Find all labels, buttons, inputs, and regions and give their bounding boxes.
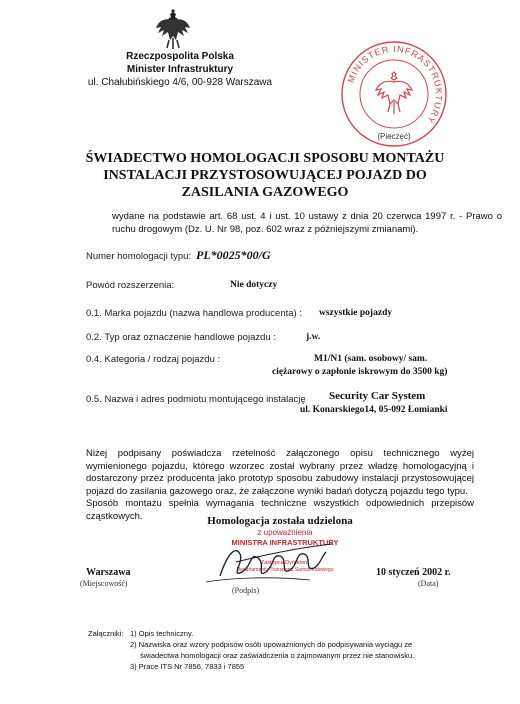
stamp-line-4: Departamentu Transportu Samochodowego <box>236 567 334 573</box>
seal-text: MINISTER INFRASTRUKTURY <box>345 43 445 126</box>
title-line-1: ŚWIADECTWO HOMOLOGACJI SPOSOBU MONTAŻU <box>85 151 445 166</box>
attachment-2-line-1: 2) Nazwiska oraz wzory podpisów osób upoważnionych do podpisywania wyciągu ze <box>130 640 413 649</box>
stamp-line-1: z upoważnienia <box>257 528 313 537</box>
vehicle-make-value: wszystkie pojazdy <box>319 308 393 318</box>
declaration-text: Niżej podpisany poświadcza rzetelność załączonego opisu technicznego wyżej wymienionego pojazdu, którego wzorzec został wybrany przez władzę homologacyjną i dostarczony przez producenta jako prototyp sposobu zabudowy instalacji przystosowującej pojazd do zasilania gazowego oraz, że załączone wyniki badań dotyczą pojazdu tego typu. <box>86 448 474 497</box>
legal-basis: wydane na podstawie art. 68 ust. 4 i ust. 10 ustawy z dnia 20 czerwca 1997 r. - Prawo o ruchu drogowym (Dz. U. Nr 98, poz. 602 wraz z późniejszymi zmianami). <box>112 211 502 235</box>
vehicle-category-value-2: ciężarowy o zapłonie iskrowym do 3500 kg) <box>272 367 448 377</box>
approval-number-value: PL*0025*00/G <box>196 248 271 262</box>
extension-reason-label: Powód rozszerzenia: <box>86 280 175 291</box>
handwritten-signature <box>200 532 350 588</box>
title-line-2: INSTALACJI PRZYSTOSOWUJĄCEJ POJAZD DO <box>103 168 427 183</box>
stamp-line-3: Zastępca Dyrektora <box>261 560 309 566</box>
attachments-label: Załączniki: <box>88 629 124 638</box>
attachments-list <box>88 628 498 672</box>
issuer-ministry: Minister Infrastruktury <box>126 64 234 75</box>
date-caption: (Data) <box>418 579 439 588</box>
installer-address: ul. Konarskiego14, 05-092 Łomianki <box>300 405 448 415</box>
seal-label: (Pieczęć) <box>377 132 411 141</box>
place-caption: (Miejscowość) <box>80 579 128 588</box>
approval-number-label: Numer homologacji typu: <box>86 251 192 262</box>
attachment-2-line-2: świadectwa homologacji oraz zaświadczenia o zajmowanym przez nie stanowisku. <box>140 651 415 660</box>
official-seal <box>338 38 450 150</box>
vehicle-category-label: 0.4. Kategoria / rodzaj pojazdu : <box>86 354 221 365</box>
vehicle-category-value-1: M1/N1 (sam. osobowy/ sam. <box>314 354 428 364</box>
issuer-address: ul. Chałubińskiego 4/6, 00-928 Warszawa <box>87 77 273 88</box>
place-value: Warszawa <box>86 567 131 578</box>
installer-label: 0.5. Nazwa i adres podmiotu montującego instalację <box>86 394 306 405</box>
title-line-3: ZASILANIA GAZOWEGO <box>181 185 349 200</box>
date-value: 10 styczeń 2002 r. <box>376 567 451 578</box>
issuer-country: Rzeczpospolita Polska <box>126 51 234 62</box>
stamp-line-2: MINISTRA INFRASTRUKTURY <box>231 538 339 547</box>
attachment-1: 1) Opis techniczny. <box>130 629 194 638</box>
vehicle-type-label: 0.2. Typ oraz oznaczenie handlowe pojazdu : <box>86 332 276 343</box>
compliance-text: Sposób montażu spełnia wymagania techniczne wszystkich odpowiednich przepisów cząstkowych. <box>86 498 474 522</box>
approval-heading: Homologacja została udzielona <box>207 515 353 527</box>
declaration-paragraph <box>86 448 474 523</box>
extension-reason-value: Nie dotyczy <box>230 280 278 290</box>
vehicle-type-value: j.w. <box>306 332 321 342</box>
seal-eagle-icon <box>376 72 412 114</box>
eagle-emblem <box>155 8 191 50</box>
document-title <box>60 150 470 201</box>
installer-name: Security Car System <box>329 390 426 402</box>
signature-caption: (Podpis) <box>232 586 260 595</box>
vehicle-make-label: 0.1. Marka pojazdu (nazwa handlowa producenta) : <box>86 308 302 319</box>
issuer-header <box>60 50 300 89</box>
attachment-3: 3) Prace ITS Nr 7856, 7833 i 7855 <box>130 662 245 671</box>
